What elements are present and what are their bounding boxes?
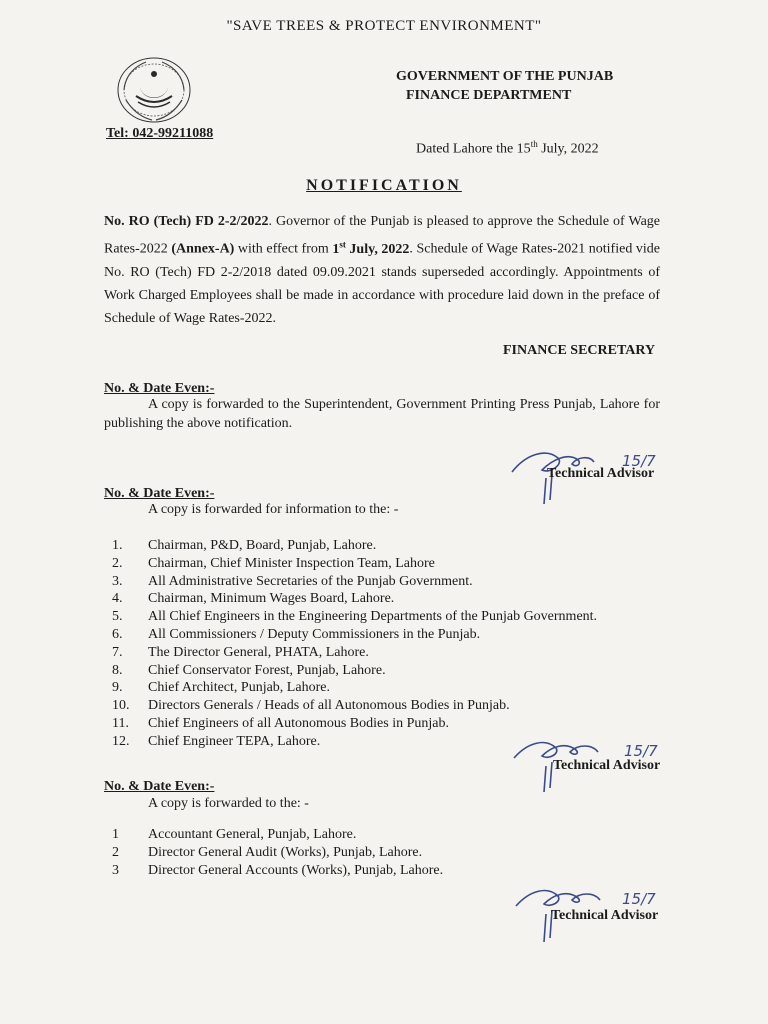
body-text-3: . Schedule of Wage Rates-2021 notified vide No. RO (Tech) FD 2-2/2018 dated 09.09.2021 stands superseded accordingly. Appointments of Work Charged Employees shall be made in accordance with procedure laid down in the preface of Schedule of Wage Rates-2022.	[104, 241, 661, 326]
list-item: 1 Accountant General, Punjab, Lahore.	[112, 827, 357, 842]
list-item: 1. Chairman, P&D, Board, Punjab, Lahore.	[112, 538, 377, 553]
department-name: FINANCE DEPARTMENT	[406, 88, 572, 103]
signature-date: 15/7	[624, 742, 658, 760]
list-item: 2 Director General Audit (Works), Punjab, Lahore.	[112, 844, 423, 860]
government-name: GOVERNMENT OF THE PUNJAB	[396, 69, 614, 84]
list-item: 10. Directors Generals / Heads of all Autonomous Bodies in Punjab.	[112, 698, 510, 714]
technical-advisor-signatory: Technical Advisor	[553, 758, 661, 773]
forwarding-heading: No. & Date Even:-	[104, 381, 215, 396]
list-item: 4. Chairman, Minimum Wages Board, Lahore.	[112, 591, 395, 607]
list-item: 8. Chief Conservator Forest, Punjab, Lahore.	[112, 662, 386, 678]
punjab-government-emblem-icon	[116, 56, 192, 124]
list-item: 2. Chairman, Chief Minister Inspection Team, Lahore	[112, 555, 435, 571]
finance-secretary-signatory: FINANCE SECRETARY	[503, 343, 656, 358]
dated-line	[416, 139, 599, 158]
recipient-list	[104, 537, 597, 751]
signature-mark	[506, 722, 676, 792]
technical-advisor-signatory: Technical Advisor	[551, 908, 659, 923]
motto-header: "SAVE TREES & PROTECT ENVIRONMENT"	[226, 18, 542, 34]
list-item: 11. Chief Engineers of all Autonomous Bodies in Punjab.	[112, 715, 449, 731]
dated-suffix: July, 2022	[537, 141, 599, 157]
annex-label: (Annex-A)	[171, 241, 235, 257]
list-item: 3. All Administrative Secretaries of the Punjab Government.	[112, 573, 473, 589]
list-item: 7. The Director General, PHATA, Lahore.	[112, 644, 369, 660]
signature-date: 15/7	[622, 890, 656, 908]
signature-mark	[506, 872, 676, 942]
list-item: 5. All Chief Engineers in the Engineering Departments of the Punjab Government.	[112, 609, 598, 625]
forwarding-text: A copy is forwarded to the Superintendent, Government Printing Press Punjab, Lahore for publishing the above notification.	[104, 397, 660, 431]
signature-date: 15/7	[622, 452, 656, 470]
telephone-number: Tel: 042-99211088	[106, 126, 214, 141]
forwarding-text: A copy is forwarded to the: -	[148, 796, 309, 811]
list-item: 12. Chief Engineer TEPA, Lahore.	[112, 733, 321, 749]
forwarding-heading: No. & Date Even:-	[104, 486, 215, 501]
effective-sup: st	[339, 239, 346, 249]
list-item: 9. Chief Architect, Punjab, Lahore.	[112, 680, 330, 696]
effective-day: 1	[332, 241, 340, 257]
technical-advisor-signatory: Technical Advisor	[547, 466, 655, 481]
list-item: 3 Director General Accounts (Works), Punjab, Lahore.	[112, 862, 444, 878]
dated-sup: th	[530, 139, 538, 149]
effective-rest: July, 2022	[345, 241, 410, 257]
forwarding-heading: No. & Date Even:-	[104, 779, 215, 794]
body-text-2: with effect from	[234, 241, 333, 257]
body-text-1: . Governor of the Punjab is pleased to approve the Schedule of Wage Rates-2022	[104, 214, 660, 257]
effective-date	[332, 239, 410, 257]
reference-number: No. RO (Tech) FD 2-2/2022	[104, 214, 269, 229]
notification-title: NOTIFICATION	[306, 177, 462, 194]
forwarding-text: A copy is forwarded for information to the: -	[148, 502, 399, 517]
notification-body	[104, 210, 660, 330]
dated-prefix: Dated Lahore the 15	[416, 141, 531, 157]
recipient-list	[104, 826, 443, 879]
list-item: 6. All Commissioners / Deputy Commissioners in the Punjab.	[112, 626, 481, 642]
department-heading	[396, 67, 613, 105]
